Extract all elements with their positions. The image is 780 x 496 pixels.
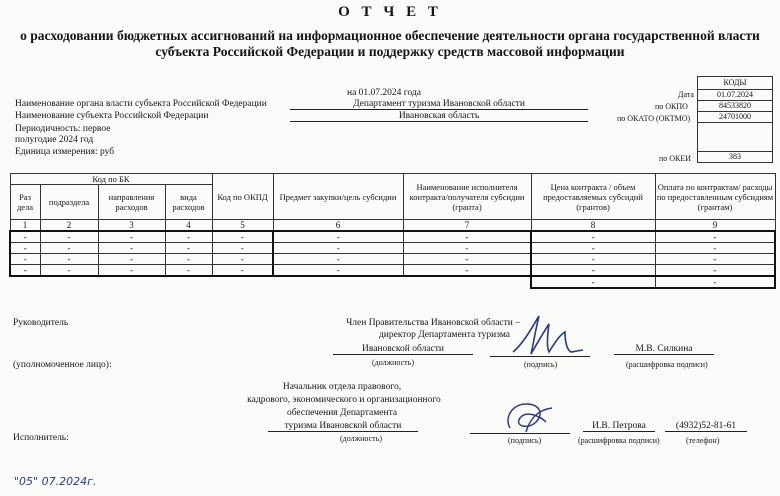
codes-header: КОДЫ <box>697 76 773 90</box>
authorized-caption: (уполномоченное лицо): <box>13 360 112 370</box>
table-cell: - <box>212 265 273 277</box>
table-row <box>10 254 775 265</box>
head-position-line-1: Член Правительства Ивановской области – <box>346 318 520 328</box>
col-header-direction: направления расходов <box>98 185 165 220</box>
table-cell: - <box>273 243 403 254</box>
head-signature-icon <box>505 312 585 362</box>
head-label: Руководитель <box>13 318 69 328</box>
table-spacer <box>10 276 531 288</box>
col-header-section: Раз дела <box>10 185 40 220</box>
date-code-label: Дата <box>678 90 694 99</box>
table-row <box>10 231 775 243</box>
table-cell: - <box>273 254 403 265</box>
exec-position-caption: (должность) <box>340 434 382 443</box>
org-label: Наименование органа власти субъекта Российской Федерации <box>15 99 267 109</box>
table-cell: - <box>98 265 165 277</box>
exec-sign-caption: (подпись) <box>508 436 542 445</box>
col-header-price: Цена контракта / объем предоставляемых субсидий (грантов) <box>531 174 655 220</box>
table-cell: - <box>531 243 655 254</box>
table-cell: - <box>403 254 531 265</box>
table-row-extra <box>10 276 775 288</box>
table-cell: - <box>403 265 531 277</box>
exec-position-line-4: туризма Ивановской области <box>268 421 418 432</box>
exec-name-caption: (расшифровка подписи) <box>578 436 660 445</box>
table-cell: - <box>531 254 655 265</box>
table-cell: - <box>273 265 403 277</box>
okato-label: по ОКАТО (ОКТМО) <box>617 114 691 123</box>
org-value: Департамент туризма Ивановской области <box>290 99 588 110</box>
bk-group-header: Код по БК <box>10 174 212 185</box>
date-code-value: 01.07.2024 <box>697 90 773 101</box>
table-cell: - <box>98 243 165 254</box>
table-row <box>10 243 775 254</box>
table-cell: - <box>98 254 165 265</box>
period-label: Периодичность: первое <box>15 124 111 134</box>
exec-label: Исполнитель: <box>13 433 69 443</box>
period-label-2: полугодие 2024 год <box>15 135 94 145</box>
table-cell: - <box>165 265 212 277</box>
subject-label: Наименование субъекта Российской Федерации <box>15 111 209 121</box>
col-number: 6 <box>273 220 403 232</box>
okato-value: 24701000 <box>697 112 773 123</box>
head-position-caption: (должность) <box>372 358 414 367</box>
table-cell: - <box>165 231 212 243</box>
expenditure-table <box>9 173 776 289</box>
okpo-value: 84533820 <box>697 101 773 112</box>
col-number: 7 <box>403 220 531 232</box>
codes-box <box>697 76 773 163</box>
table-cell: - <box>40 265 98 277</box>
exec-name: И.В. Петрова <box>583 421 655 432</box>
col-header-type: вида расходов <box>165 185 212 220</box>
col-number: 5 <box>212 220 273 232</box>
table-cell: - <box>10 231 40 243</box>
head-name-caption: (расшифровка подписи) <box>626 360 708 369</box>
table-cell: - <box>655 243 775 254</box>
col-header-subsection: подраздела <box>40 185 98 220</box>
head-sign-caption: (подпись) <box>524 360 558 369</box>
report-subtitle: о расходовании бюджетных ассигнований на информационное обеспечение деятельности органа государственной власти субъекта Российской Федерации и поддержку средств массовой информации <box>20 28 760 59</box>
okpo-label: по ОКПО <box>655 102 688 111</box>
table-cell: - <box>655 254 775 265</box>
unit-label: Единица измерения: руб <box>15 147 115 157</box>
exec-signature-icon <box>500 398 560 438</box>
okei-value: 383 <box>697 152 773 163</box>
col-number: 1 <box>10 220 40 232</box>
table-cell: - <box>165 254 212 265</box>
table-cell: - <box>40 254 98 265</box>
report-title: О Т Ч Е Т <box>338 4 442 20</box>
table-cell: - <box>40 243 98 254</box>
table-cell: - <box>531 231 655 243</box>
table-row <box>10 265 775 277</box>
exec-position-line-2: кадрового, экономического и организационного <box>247 395 441 405</box>
col-header-payment: Оплата по контрактам/ расходы по предоставленным субсидиям (грантам) <box>655 174 775 220</box>
table-cell: - <box>655 265 775 277</box>
table-cell: - <box>212 243 273 254</box>
table-cell: - <box>403 243 531 254</box>
table-cell: - <box>212 254 273 265</box>
table-cell: - <box>98 231 165 243</box>
col-number: 8 <box>531 220 655 232</box>
col-number: 2 <box>40 220 98 232</box>
table-cell: - <box>655 231 775 243</box>
table-cell: - <box>10 265 40 277</box>
table-cell: - <box>10 243 40 254</box>
table-cell: - <box>655 276 775 288</box>
handwritten-date: "05" 07.2024г. <box>14 475 97 488</box>
table-cell: - <box>212 231 273 243</box>
exec-position-line-3: обеспечения Департамента <box>286 408 398 418</box>
exec-position-line-1: Начальник отдела правового, <box>282 382 402 392</box>
col-header-executor: Наименование исполнителя контракта/получателя субсидии (гранта) <box>403 174 531 220</box>
exec-phone: (4932)52-81-61 <box>665 421 747 432</box>
subject-value: Ивановская область <box>290 111 588 122</box>
col-header-okpd: Код по ОКПД <box>212 174 273 220</box>
table-cell: - <box>531 276 655 288</box>
codes-empty-cell <box>697 123 773 152</box>
head-name: М.В. Силкина <box>614 344 714 355</box>
col-number: 3 <box>98 220 165 232</box>
table-cell: - <box>531 265 655 277</box>
table-cell: - <box>40 231 98 243</box>
head-position-line-2: директор Департамента туризма <box>378 330 510 340</box>
col-header-subject: Предмет закупки/цель субсидии <box>273 174 403 220</box>
col-number: 9 <box>655 220 775 232</box>
col-number: 4 <box>165 220 212 232</box>
table-cell: - <box>403 231 531 243</box>
phone-caption: (телефон) <box>686 436 720 445</box>
head-position-line-3: Ивановской области <box>333 344 473 355</box>
table-cell: - <box>10 254 40 265</box>
table-cell: - <box>165 243 212 254</box>
report-date: на 01.07.2024 года <box>347 88 421 98</box>
okei-label: по ОКЕИ <box>659 154 692 163</box>
table-cell: - <box>273 231 403 243</box>
